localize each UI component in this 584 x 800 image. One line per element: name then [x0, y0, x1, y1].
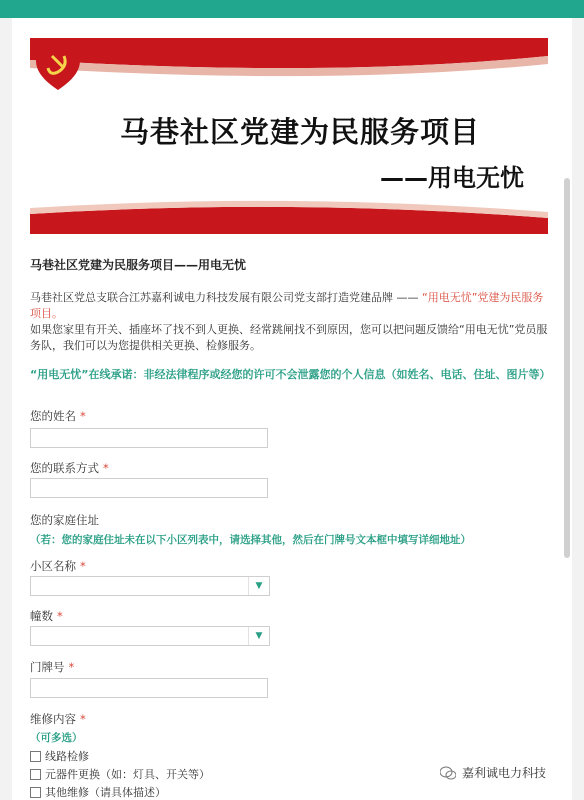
checkbox[interactable]	[30, 787, 41, 798]
community-label-text: 小区名称	[30, 559, 76, 573]
form-description	[30, 290, 550, 354]
form-card	[12, 18, 572, 800]
required-mark: *	[80, 559, 86, 573]
building-select[interactable]	[30, 626, 270, 646]
chevron-down-icon[interactable]: ▼	[248, 577, 269, 595]
building-label	[30, 608, 63, 624]
repair-hint: （可多选）	[30, 732, 83, 744]
wechat-icon	[440, 766, 456, 780]
description-text: 马巷社区党总支联合江苏嘉利诚电力科技发展有限公司党支部打造党建品牌 ——	[30, 291, 419, 304]
form-title: 马巷社区党建为民服务项目——用电无忧	[30, 258, 247, 272]
description-text-2: 如果您家里有开关、插座坏了找不到人更换、经常跳闸找不到原因，您可以把问题反馈给“用电无忧”党员服务队，我们可以为您提供相关更换、检修服务。	[30, 323, 548, 352]
checkbox[interactable]	[30, 769, 41, 780]
repair-label-text: 维修内容	[30, 712, 76, 726]
watermark-text: 嘉利诚电力科技	[462, 766, 547, 780]
community-label	[30, 558, 86, 574]
checkbox[interactable]	[30, 751, 41, 762]
description-highlight: “用电无忧”党建为民服务项目。	[30, 291, 544, 320]
address-hint: （若：您的家庭住址未在以下小区列表中，请选择其他，然后在门牌号文本框中填写详细地址）	[30, 534, 471, 546]
scrollbar[interactable]	[564, 178, 570, 558]
required-mark: *	[68, 660, 75, 674]
phone-label-text: 您的联系方式	[30, 461, 99, 475]
banner-title: 马巷社区党建为民服务项目	[119, 115, 480, 149]
door-label	[30, 659, 74, 675]
address-label: 您的家庭住址	[30, 513, 99, 527]
top-accent-bar	[0, 0, 584, 18]
required-mark: *	[80, 409, 86, 423]
privacy-promise: “用电无忧”在线承诺：非经法律程序或经您的许可不会泄露您的个人信息（如姓名、电话、住址、图片等）	[30, 368, 551, 381]
phone-label	[30, 460, 109, 476]
header-banner	[30, 38, 548, 234]
required-mark: *	[103, 461, 109, 475]
name-label	[30, 408, 86, 424]
watermark	[440, 764, 546, 781]
door-number-input[interactable]	[30, 678, 268, 698]
door-label-text: 门牌号	[30, 660, 65, 674]
building-label-text: 幢数	[30, 609, 53, 623]
repair-option-label: 元器件更换（如：灯具、开关等）	[45, 768, 210, 781]
repair-option-line-check[interactable]	[30, 748, 89, 764]
phone-input[interactable]	[30, 478, 268, 498]
name-input[interactable]	[30, 428, 268, 448]
repair-option-component-replace[interactable]	[30, 766, 210, 782]
banner-subtitle: ——用电无忧	[380, 164, 524, 192]
chevron-down-icon[interactable]: ▼	[248, 627, 269, 645]
repair-option-label: 线路检修	[45, 750, 89, 763]
repair-label	[30, 711, 86, 727]
repair-option-label: 其他维修（请具体描述）	[45, 786, 166, 799]
required-mark: *	[80, 712, 86, 726]
party-emblem-icon	[30, 38, 86, 94]
name-label-text: 您的姓名	[30, 409, 76, 423]
required-mark: *	[57, 609, 63, 623]
community-select[interactable]	[30, 576, 270, 596]
repair-option-other[interactable]	[30, 784, 166, 800]
